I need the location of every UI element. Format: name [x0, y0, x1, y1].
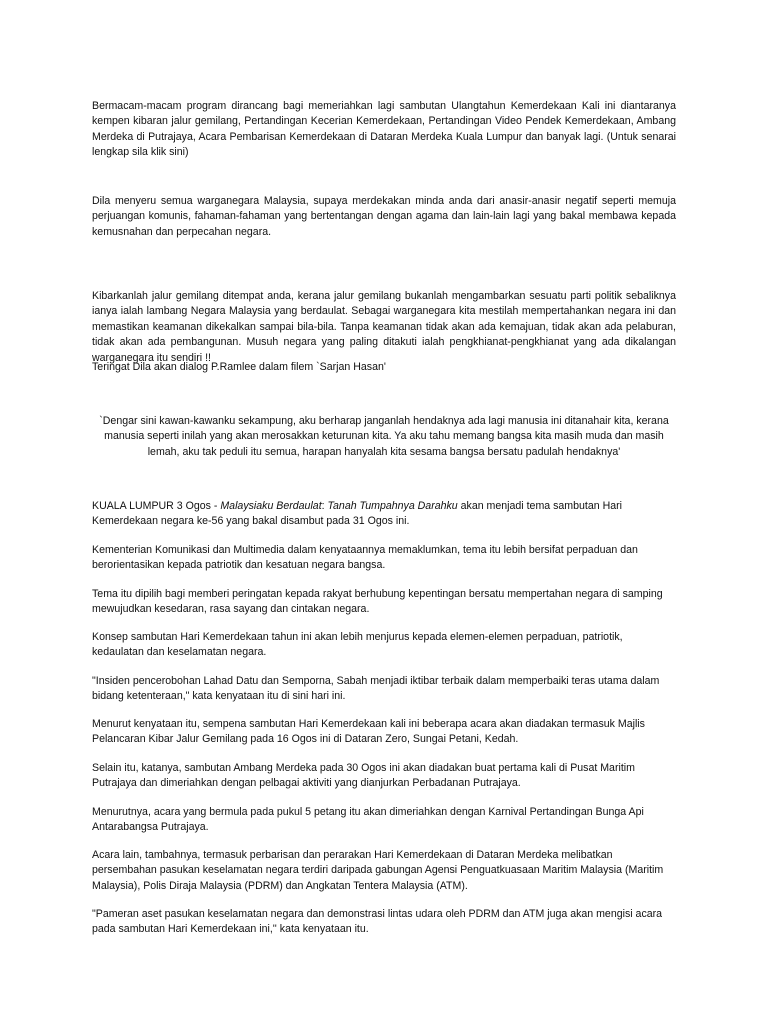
intro-paragraph-appeal: Dila menyeru semua warganegara Malaysia, supaya merdekakan minda anda dari anasir-anasir negatif seperti memuja perjuangan komunis, fahaman-fahaman yang bertentangan dengan agama dan lain-lain lagi yang bakal membawa kepada kemusnahan dan perpecahan negara. [92, 195, 676, 238]
news-paragraph-incident: "Insiden pencerobohan Lahad Datu dan Semporna, Sabah menjadi iktibar terbaik dalam memperbaiki teras utama dalam bidang ketenteraan," kata kenyataan itu di sini hari ini. [92, 675, 660, 703]
news-lead-paragraph [92, 499, 676, 530]
news-paragraph-ministry: Kementerian Komunikasi dan Multimedia dalam kenyataannya memaklumkan, tema itu lebih bersifat perpaduan dan berorientasikan kepada patriotik dan kesatuan negara bangsa. [92, 544, 638, 572]
news-paragraph-theme: Tema itu dipilih bagi memberi peringatan kepada rakyat berhubung kepentingan bersatu mempertahan negara di samping mewujudkan kesedaran, rasa sayang dan cintakan negara. [92, 588, 663, 616]
news-lead-rest: akan menjadi tema sambutan Hari Kemerdekaan negara ke-56 yang bakal disambut pada 31 Ogos ini. [92, 500, 622, 528]
news-paragraph-fireworks: Menurutnya, acara yang bermula pada pukul 5 petang itu akan dimeriahkan dengan Karnival Pertandingan Bunga Api Antarabangsa Putrajaya. [92, 806, 644, 834]
news-paragraph-exhibition: "Pameran aset pasukan keselamatan negara dan demonstrasi lintas udara oleh PDRM dan ATM juga akan mengisi acara pada sambutan Hari Kemerdekaan ini,'' kata kenyataan itu. [92, 908, 663, 936]
theme-part-b: Tanah Tumpahnya Darahku [327, 500, 458, 512]
theme-separator: : [321, 500, 328, 512]
film-quote: `Dengar sini kawan-kawanku sekampung, aku berharap janganlah hendaknya ada lagi manusia ini ditanahair kita, kerana manusia seperti inilah yang akan merosakkan keturunan kita. Ya aku tahu memang bangsa kita masih muda dan masih lemah, aku tak peduli itu semua, harapan hanyalah kita sesama bangsa bersatu padulah hendaknya' [99, 415, 669, 458]
news-dateline: KUALA LUMPUR 3 Ogos - [92, 500, 221, 512]
intro-paragraph-dialog: Teringat Dila akan dialog P.Ramlee dalam filem `Sarjan Hasan' [92, 361, 386, 373]
theme-part-a: Malaysiaku Berdaulat [220, 500, 322, 512]
intro-paragraph-flag: Kibarkanlah jalur gemilang ditempat anda, kerana jalur gemilang bukanlah mengambarkan sesuatu parti politik sebaliknya ianya ialah lambang Negara Malaysia yang berdaulat. Sebagai warganegara kita mestilah mempertahankan negara ini dan memastikan keamanan dikekalkan sampai bila-bila. Tanpa keamanan tidak akan ada kemajuan, tidak akan ada pelaburan, tidak akan ada pembangunan. Musuh negara yang paling ditakuti ialah pengkhianat-pengkhianat yang ada dikalangan warganegara itu sendiri !! [92, 290, 676, 364]
document-page [92, 0, 676, 1024]
news-paragraph-parade: Acara lain, tambahnya, termasuk perbarisan dan perarakan Hari Kemerdekaan di Dataran Merdeka melibatkan persembahan pasukan keselamatan negara terdiri daripada gabungan Agensi Penguatkuasaan Maritim Malaysia (Maritim Malaysia), Polis Diraja Malaysia (PDRM) dan Angkatan Tentera Malaysia (ATM). [92, 849, 664, 892]
news-paragraph-events: Menurut kenyataan itu, sempena sambutan Hari Kemerdekaan kali ini beberapa acara akan diadakan termasuk Majlis Pelancaran Kibar Jalur Gemilang pada 16 Ogos ini di Dataran Zero, Sungai Petani, Kedah. [92, 718, 645, 746]
news-paragraph-concept: Konsep sambutan Hari Kemerdekaan tahun ini akan lebih menjurus kepada elemen-elemen perpaduan, patriotik, kedaulatan dan keselamatan negara. [92, 631, 623, 659]
news-paragraph-ambang: Selain itu, katanya, sambutan Ambang Merdeka pada 30 Ogos ini akan diadakan buat pertama kali di Pusat Maritim Putrajaya dan dimeriahkan dengan pelbagai aktiviti yang dianjurkan Perbadanan Putrajaya. [92, 762, 635, 790]
intro-paragraph-programs: Bermacam-macam program dirancang bagi memeriahkan lagi sambutan Ulangtahun Kemerdekaan Kali ini diantaranya kempen kibaran jalur gemilang, Pertandingan Kecerian Kemerdekaan, Pertandingan Video Pendek Kemerdekaan, Ambang Merdeka di Putrajaya, Acara Pembarisan Kemerdekaan di Dataran Merdeka Kuala Lumpur dan banyak lagi. (Untuk senarai lengkap sila klik sini) [92, 100, 676, 159]
